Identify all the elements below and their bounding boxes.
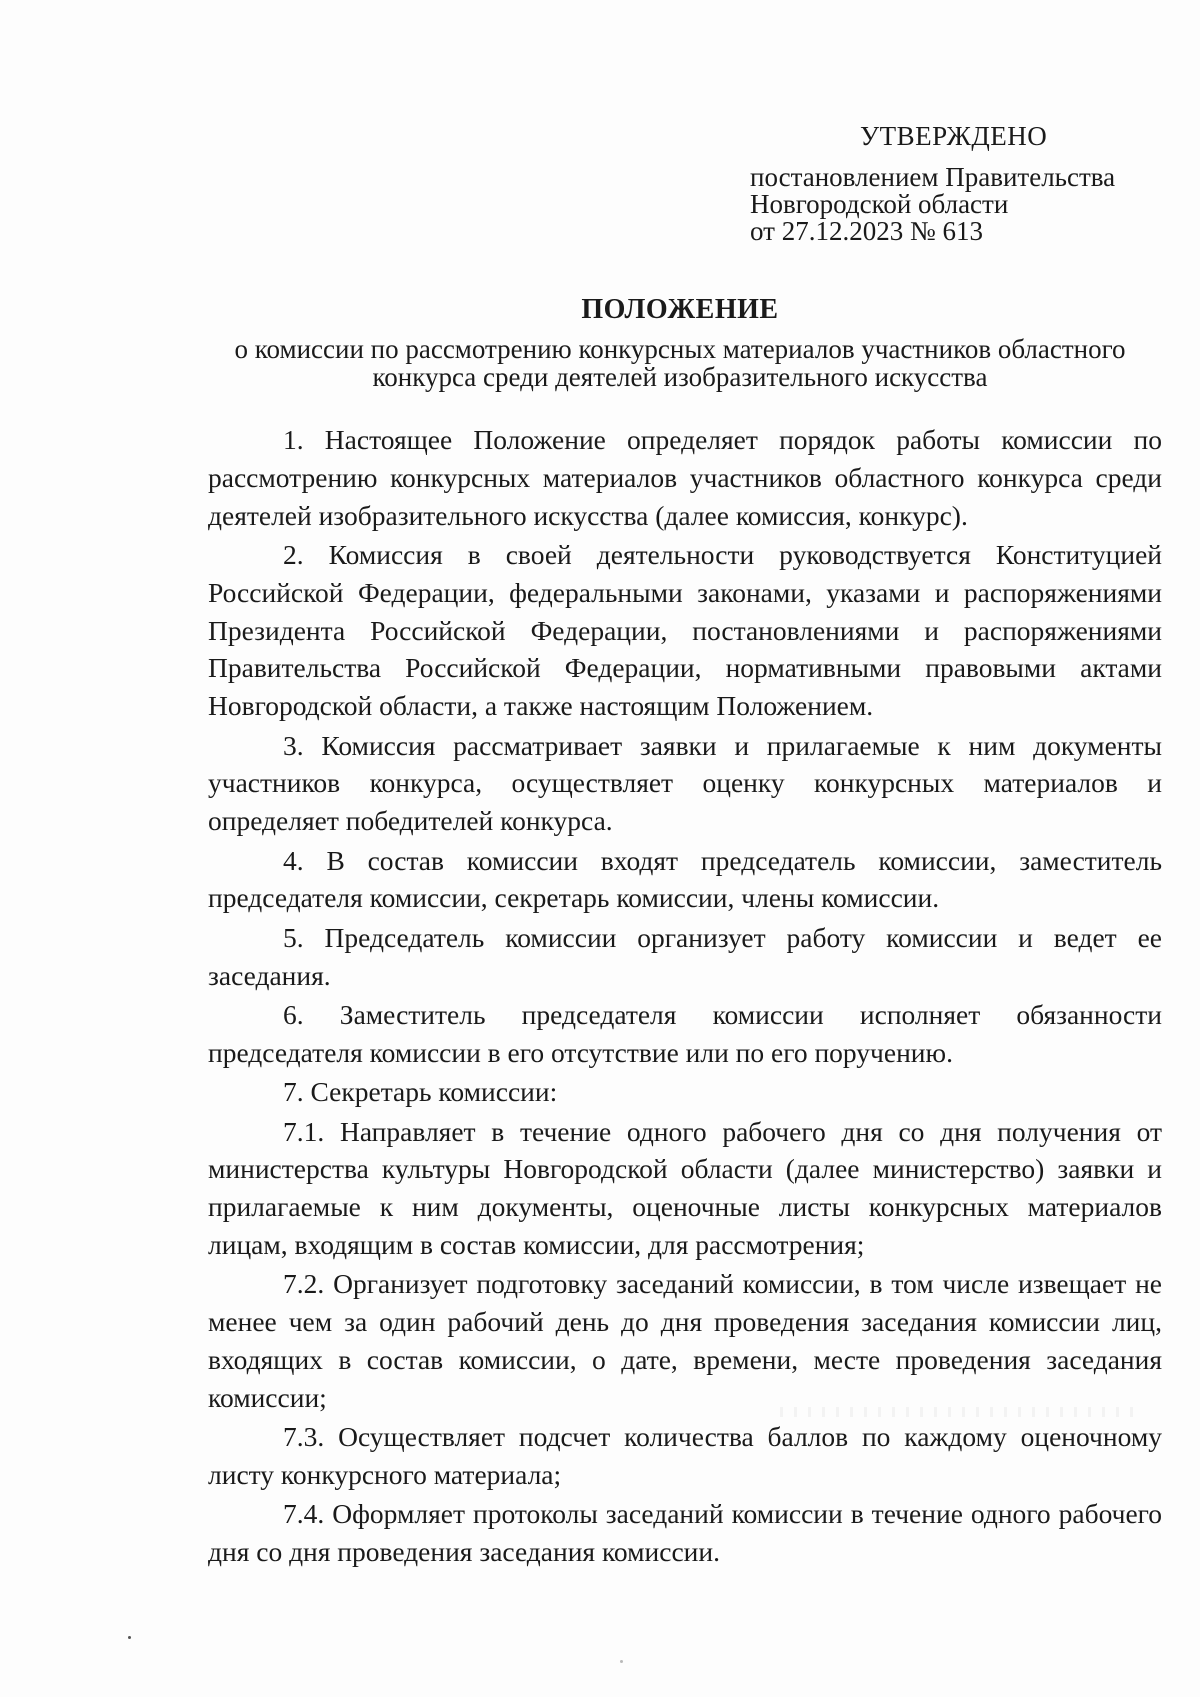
document-title: ПОЛОЖЕНИЕ (581, 294, 779, 325)
approval-line: от 27.12.2023 № 613 (750, 216, 983, 246)
paragraph: 7. Секретарь комиссии: (283, 1076, 558, 1108)
paragraph: 7.3. Осуществляет подсчет количества баллов по каждому оценочному листу конкурсного материала; (208, 1421, 1162, 1490)
paragraph: 6. Заместитель председателя комиссии исполняет обязанности председателя комиссии в его отсутствие или по его поручению. (208, 998, 1162, 1068)
scan-artifact (780, 1407, 1140, 1417)
paragraph: 7.2. Организует подготовку заседаний комиссии, в том числе извещает не менее чем за один рабочий день до дня проведения заседания комиссии лиц, входящих в состав комиссии, о дате, времени, месте проведения заседания комиссии; (208, 1268, 1162, 1413)
approval-line: Новгородской области (750, 189, 1009, 219)
paragraph: 4. В состав комиссии входят председатель комиссии, заместитель председателя комиссии, секретарь комиссии, члены комиссии. (208, 844, 1162, 914)
document-body (208, 421, 1162, 1572)
document-subtitle-line: конкурса среди деятелей изобразительного искусства (372, 362, 988, 392)
paragraph: 2. Комиссия в своей деятельности руководствуется Конституцией Российской Федерации, федеральными законами, указами и распоряжениями Президента Российской Федерации, постановлениями и распоряжениями Правительства Российской Федерации, нормативными правовыми актами Новгородской области, а также настоящим Положением. (208, 538, 1162, 722)
approval-line: постановлением Правительства (750, 162, 1116, 192)
paragraph: 7.4. Оформляет протоколы заседаний комиссии в течение одного рабочего дня со дня проведения заседания комиссии. (208, 1498, 1162, 1568)
document-subtitle-line: о комиссии по рассмотрению конкурсных материалов участников областного (234, 334, 1126, 364)
scan-speck (128, 1636, 131, 1639)
paragraph: 7.1. Направляет в течение одного рабочего дня со дня получения от министерства культуры Новгородской области (далее министерство) заявки и прилагаемые к ним документы, оценочные листы конкурсных материалов лицам, входящим в состав комиссии, для рассмотрения; (208, 1115, 1162, 1260)
approval-stamp (750, 118, 1170, 245)
paragraph: 1. Настоящее Положение определяет порядок работы комиссии по рассмотрению конкурсных материалов участников областного конкурса среди деятелей изобразительного искусства (далее комиссия, конкурс). (208, 424, 1162, 531)
approval-heading: УТВЕРЖДЕНО (860, 121, 1048, 151)
paragraph: 3. Комиссия рассматривает заявки и прилагаемые к ним документы участников конкурса, осуществляет оценку конкурсных материалов и определяет победителей конкурса. (208, 729, 1162, 837)
title-block (205, 293, 1155, 391)
paragraph: 5. Председатель комиссии организует работу комиссии и ведет ее заседания. (208, 921, 1162, 991)
scan-speck (620, 1660, 623, 1663)
